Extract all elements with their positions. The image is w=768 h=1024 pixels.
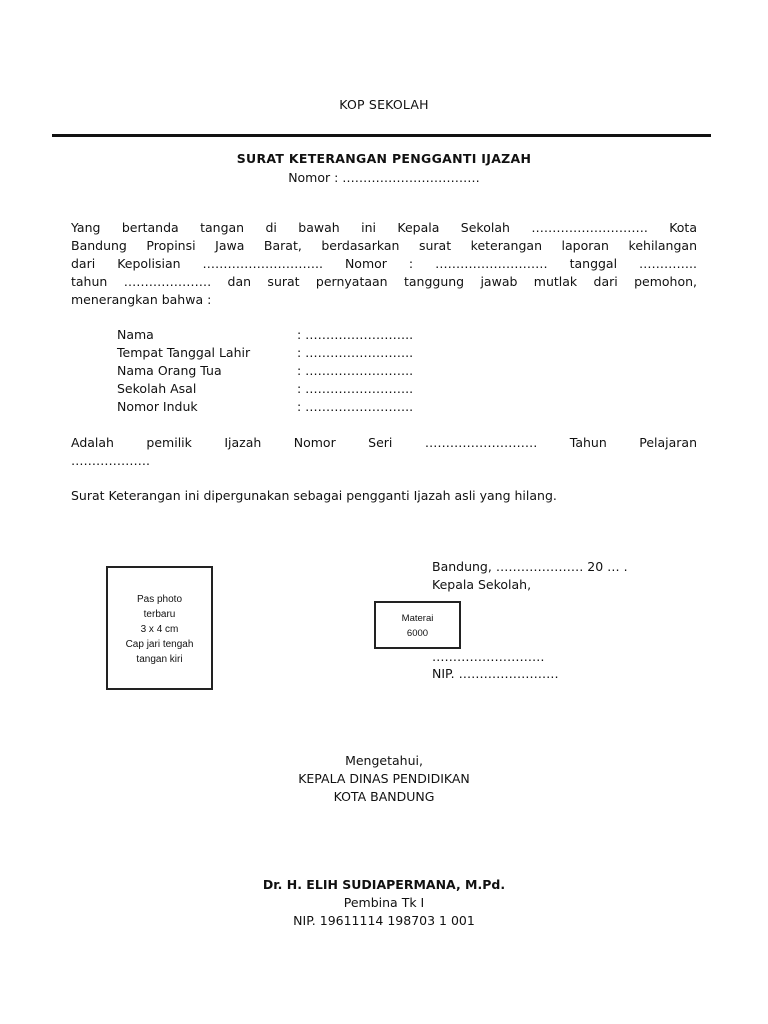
photo-text-line: Pas photo (136, 594, 183, 605)
photo-instructions (108, 592, 211, 667)
approval-acknowledge: Mengetahui, (345, 753, 423, 768)
intro-line: Yang bertanda tangan di bawah ini Kepala Sekolah ………………………. Kota (71, 220, 697, 235)
intro-line: dari Kepolisian ……………………….. Nomor : ……………………… tanggal ………….. (71, 256, 697, 271)
photo-text-line: terbaru (143, 609, 176, 620)
approval-office: KEPALA DINAS PENDIDIKAN (298, 771, 470, 786)
approver-rank: Pembina Tk I (343, 895, 425, 910)
field-value: : …………………….. (297, 381, 414, 396)
approver-nip: NIP. 19611114 198703 1 001 (293, 913, 475, 928)
approver-name: Dr. H. ELIH SUDIAPERMANA, M.Pd. (262, 877, 506, 892)
photo-text-line: Cap jari tengah (125, 639, 194, 650)
intro-paragraph (71, 219, 697, 309)
field-label: Sekolah Asal (117, 381, 197, 396)
field-label: Nama Orang Tua (117, 363, 222, 378)
signature-role: Kepala Sekolah, (432, 577, 532, 592)
stamp-duty-label (376, 611, 459, 641)
intro-line: tahun ………………… dan surat pernyataan tanggung jawab mutlak dari pemohon, (71, 274, 697, 289)
field-value: : …………………….. (297, 327, 414, 342)
field-label: Tempat Tanggal Lahir (117, 345, 251, 360)
usage-paragraph (71, 487, 697, 505)
owner-line: ………………. (71, 453, 150, 468)
stamp-text-line: Materai (401, 613, 434, 624)
document-number: Nomor : …………………………… (288, 170, 480, 185)
document-title: SURAT KETERANGAN PENGGANTI IJAZAH (236, 151, 532, 166)
letterhead-divider (52, 134, 711, 137)
photo-text-line: 3 x 4 cm (140, 624, 179, 635)
photo-text-line: tangan kiri (136, 654, 183, 665)
letterhead-placeholder: KOP SEKOLAH (339, 97, 429, 112)
signature-nip: NIP. …………………… (432, 666, 559, 681)
intro-line: menerangkan bahwa : (71, 292, 212, 307)
photo-placeholder-box (106, 566, 213, 690)
signature-name-line: ……………………… (432, 649, 545, 664)
field-value: : …………………….. (297, 399, 414, 414)
owner-paragraph (71, 434, 697, 470)
field-value: : …………………….. (297, 363, 414, 378)
stamp-duty-box (374, 601, 461, 649)
approval-city: KOTA BANDUNG (333, 789, 435, 804)
field-value: : …………………….. (297, 345, 414, 360)
stamp-text-line: 6000 (406, 628, 429, 639)
usage-line: Surat Keterangan ini dipergunakan sebagai pengganti Ijazah asli yang hilang. (71, 488, 557, 503)
field-label: Nama (117, 327, 154, 342)
signature-place-date: Bandung, ………………… 20 … . (432, 559, 628, 574)
intro-line: Bandung Propinsi Jawa Barat, berdasarkan surat keterangan laporan kehilangan (71, 238, 697, 253)
field-label: Nomor Induk (117, 399, 198, 414)
owner-line: Adalah pemilik Ijazah Nomor Seri ……………………… Tahun Pelajaran (71, 435, 697, 450)
